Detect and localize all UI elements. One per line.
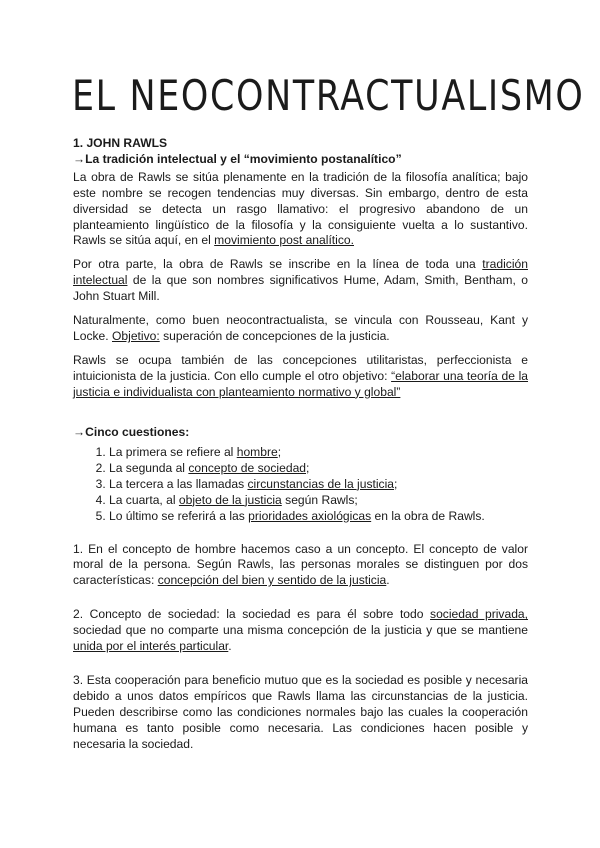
underlined-phrase: movimiento post analítico.: [214, 233, 354, 248]
cuestiones-list: [73, 444, 528, 524]
list-item: [109, 460, 528, 476]
section-heading: 1. JOHN RAWLS: [73, 136, 168, 150]
section-subheading: →La tradición intelectual y el “movimiento postanalítico”: [73, 151, 402, 166]
list-item: [109, 508, 528, 524]
list-item-text: en la obra de Rawls.: [371, 508, 485, 523]
paragraph-concepto-hombre: [73, 542, 528, 590]
paragraph-concepto-sociedad: [73, 607, 528, 655]
paragraph-utilitarian: [73, 353, 528, 401]
list-item-text: ;: [277, 444, 282, 459]
paragraph-text: Rawls se ocupa también de las concepciones utilitaristas, perfeccionista e intuicionista de la justicia. Con ello cumple el otro objetivo:: [73, 352, 528, 383]
paragraph-text: La obra de Rawls se sitúa plenamente en la tradición de la filosofía analítica; bajo este nombre se recogen tendencias muy diversas. Sin embargo, dentro de esta diversidad se detecta un rasgo llamativo: el progresivo abandono de un planteamiento lingüístico de la filosofía y la consiguiente vuelta a lo sustantivo. Rawls se sitúa aquí, en el: [73, 169, 528, 248]
paragraph-tradition: [73, 170, 528, 250]
paragraph-text: Naturalmente, como buen neocontractualista, se vincula con Rousseau, Kant y Locke.: [73, 313, 528, 343]
paragraph-neocontractualist: [73, 313, 528, 345]
list-item: [109, 476, 528, 492]
list-item-text: ;: [394, 476, 398, 491]
paragraph-text: .: [386, 573, 390, 588]
paragraph-text: sociedad que no comparte una misma concepción de la justicia y que se mantiene: [73, 623, 528, 638]
underlined-phrase: objeto de la justicia: [178, 492, 282, 507]
underlined-phrase: hombre: [236, 444, 278, 459]
underlined-phrase: prioridades axiológicas: [248, 508, 372, 523]
underlined-phrase: concepción del bien y sentido de la justicia: [157, 573, 387, 588]
underlined-phrase: sociedad privada,: [430, 607, 529, 622]
list-item-text: La tercera a las llamadas: [109, 476, 248, 491]
paragraph-text: superación de concepciones de la justicia.: [159, 328, 390, 343]
paragraph-intellectual-tradition: [73, 257, 528, 305]
list-item: [109, 492, 528, 508]
list-item-text: ;: [306, 460, 310, 475]
list-item-text: La segunda al: [109, 460, 189, 475]
underlined-phrase: “elaborar una teoría de la justicia e individualista con planteamiento normativo y global”: [73, 368, 529, 399]
paragraph-text: 2. Concepto de sociedad: la sociedad es para él sobre todo: [73, 607, 431, 622]
document-body: [73, 136, 528, 752]
paragraph-text: 1. En el concepto de hombre hacemos caso a un concepto. El concepto de valor moral de la persona. Según Rawls, las personas morales se distinguen por dos características:: [73, 541, 528, 588]
underlined-phrase: tradición intelectual: [73, 257, 528, 288]
list-item-text: según Rawls;: [281, 492, 358, 507]
paragraph-circunstancias: 3. Esta cooperación para beneficio mutuo que es la sociedad es posible y necesaria debido a unos datos empíricos que Rawls llama las circunstancias de la justicia. Pueden describirse como las condiciones normales bajo las cuales la cooperación humana es tanto posible como necesaria. Las condiciones hacen posible y necesaria la sociedad.: [73, 672, 528, 751]
underlined-phrase: unida por el interés particular: [73, 639, 229, 654]
cuestiones-heading: →Cinco cuestiones:: [73, 424, 190, 439]
paragraph-text: .: [228, 639, 232, 654]
list-item-text: Lo último se referirá a las: [109, 508, 249, 523]
list-item: [109, 444, 528, 460]
list-item-text: La cuarta, al: [109, 492, 179, 507]
list-item-text: La primera se refiere al: [109, 444, 237, 459]
page-title: EL NEOCONTRACTUALISMO: [72, 71, 585, 120]
underlined-phrase: concepto de sociedad: [188, 460, 307, 475]
paragraph-text: de la que son nombres significativos Hume, Adam, Smith, Bentham, o John Stuart Mill.: [73, 273, 528, 304]
paragraph-text: Por otra parte, la obra de Rawls se inscribe en la línea de toda una: [73, 257, 483, 272]
underlined-phrase: circunstancias de la justicia: [247, 476, 395, 491]
underlined-phrase: Objetivo:: [112, 328, 160, 343]
